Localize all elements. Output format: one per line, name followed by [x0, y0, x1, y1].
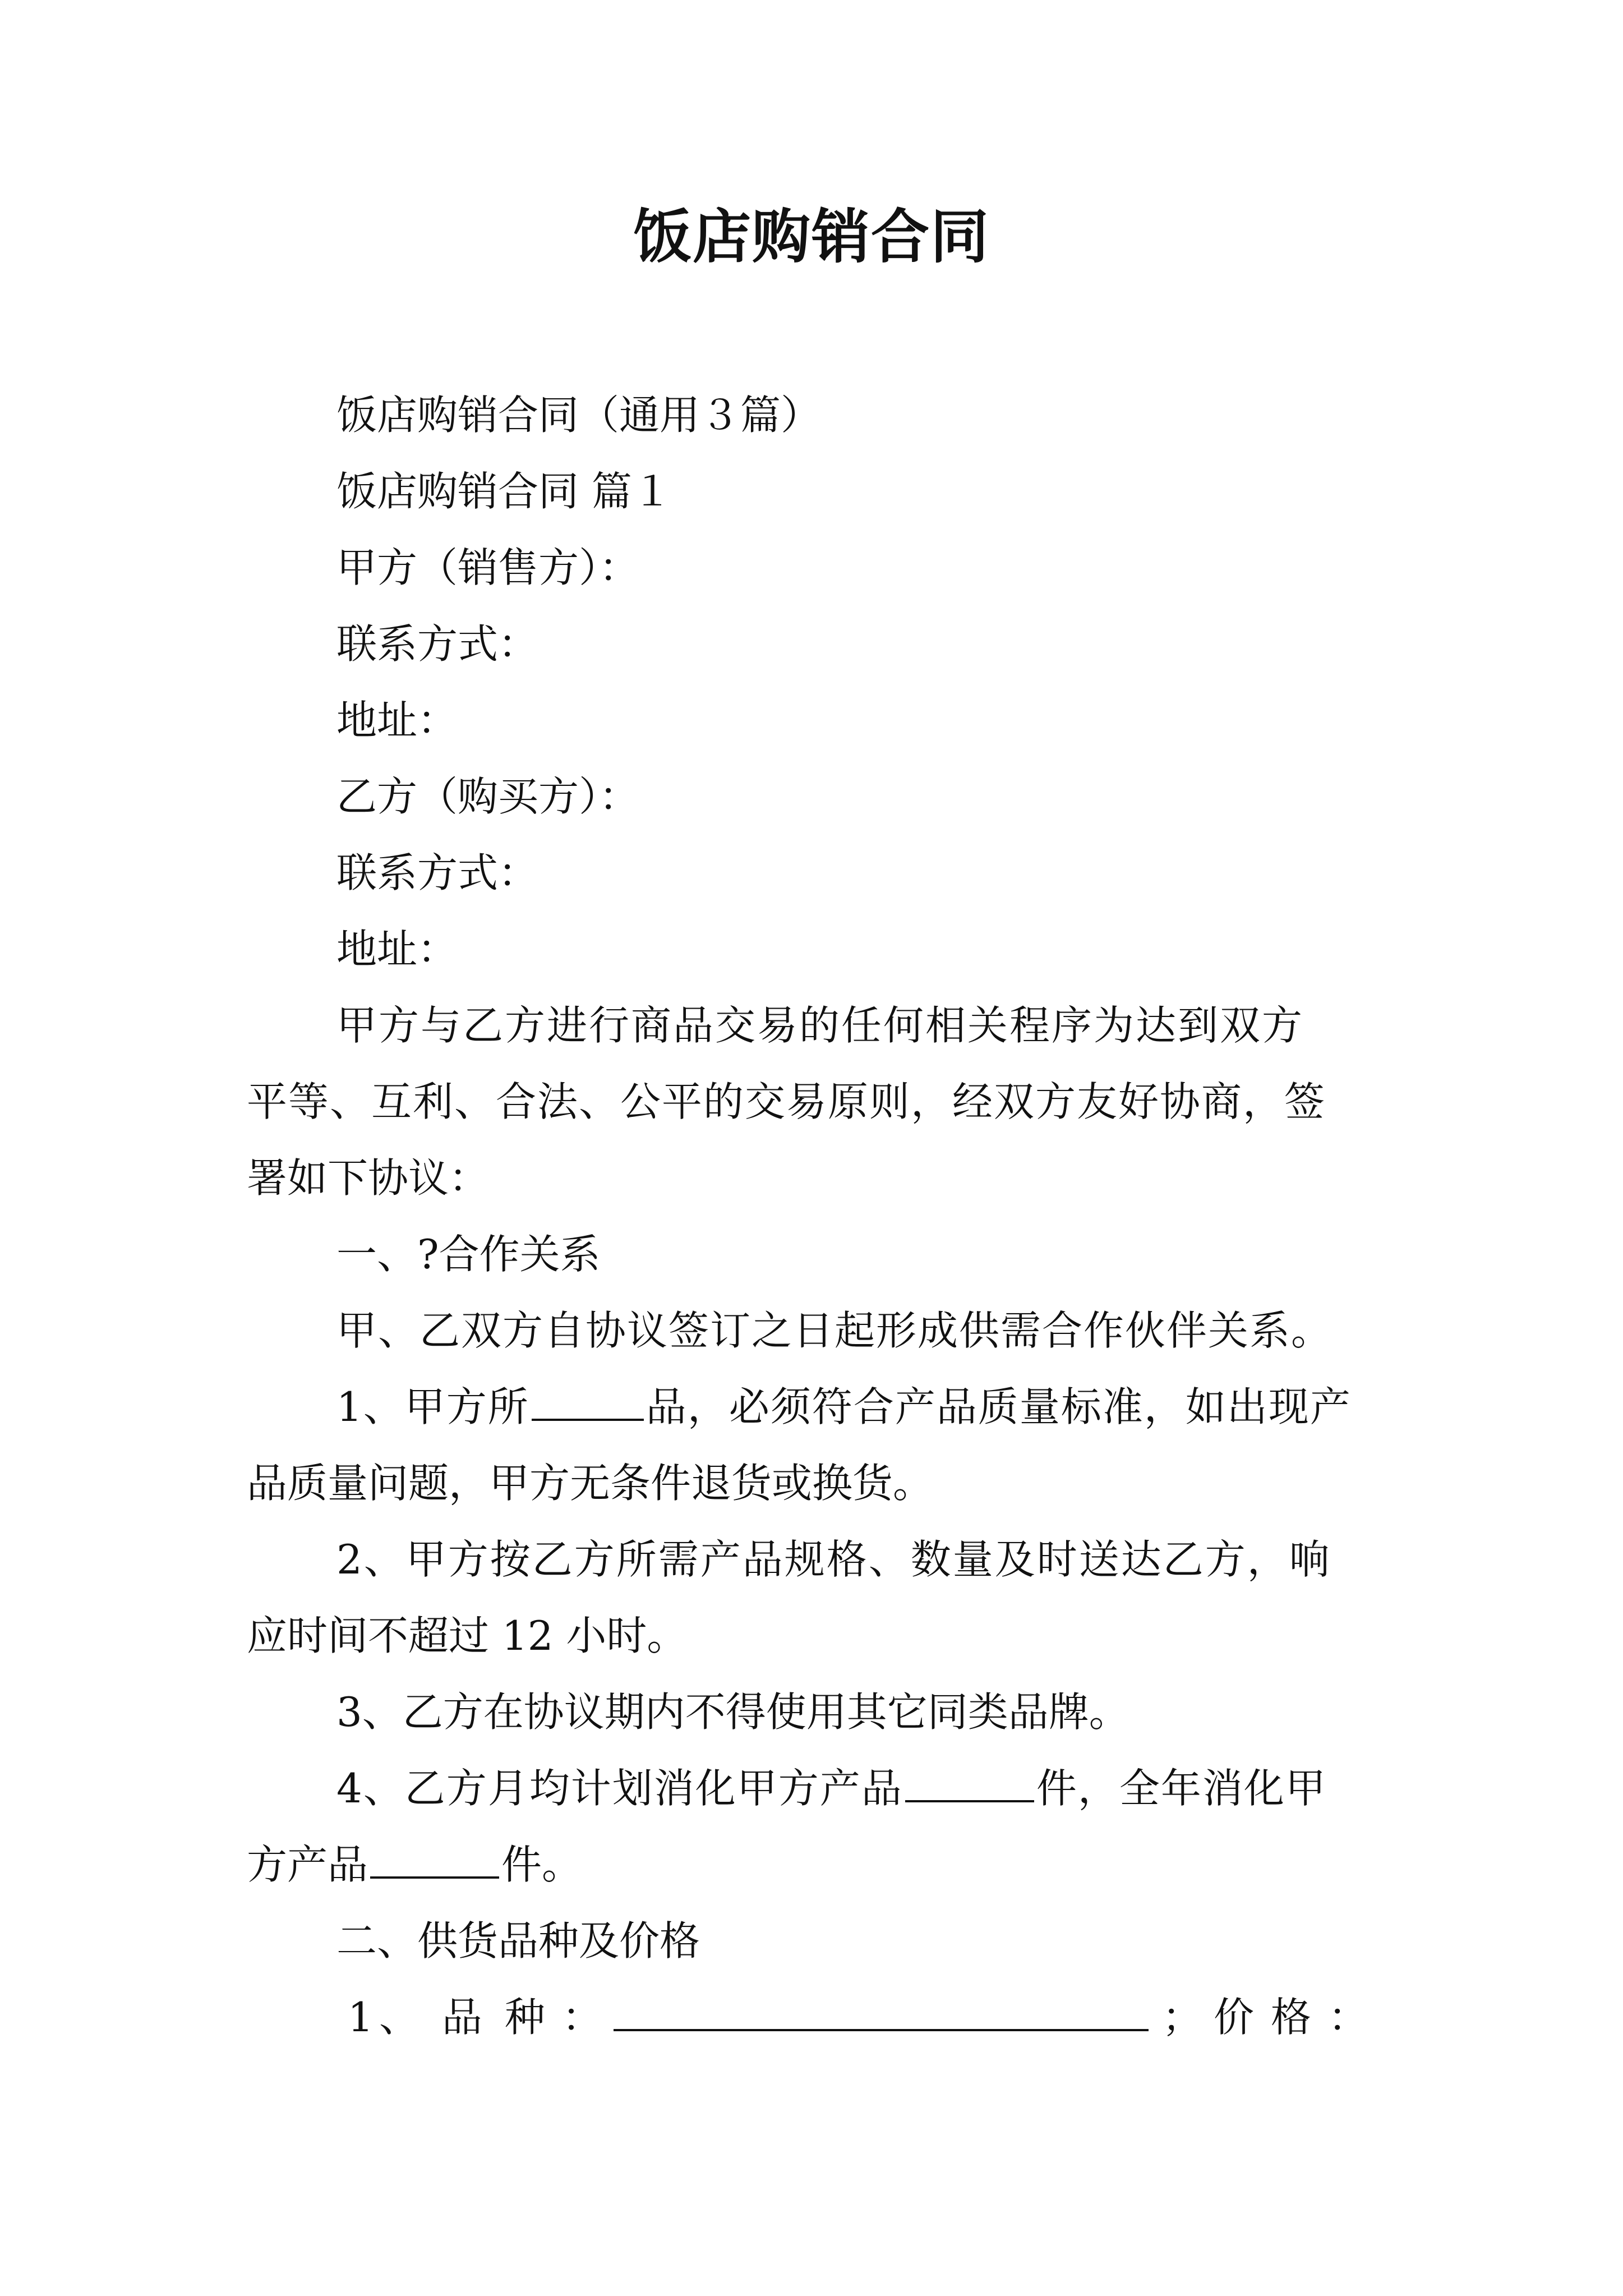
item-number: 1 [348, 1994, 374, 2041]
fill-in-blank[interactable] [370, 1841, 499, 1879]
semicolon: ； [1161, 1994, 1202, 2041]
clause-1-item-2: 2、甲方按乙方所需产品规格、数量及时送达乙方，响 [336, 1536, 1331, 1583]
item-4-part-b: 件，全年消化甲 [1036, 1765, 1327, 1812]
intro-line-1: 甲方与乙方进行商品交易的任何相关程序为达到双方 [336, 1002, 1304, 1049]
intro-line-3: 署如下协议： [247, 1154, 490, 1202]
subtitle: 饭店购销合同（通用３篇） [336, 392, 822, 439]
price-colon: ： [1327, 1994, 1368, 2041]
variety-colon: ： [561, 1994, 602, 2041]
clause-1-item-1 [336, 1379, 1352, 1435]
fill-in-blank[interactable] [905, 1764, 1034, 1802]
clause-1-text: 甲、乙双方自协议签订之日起形成供需合作伙伴关系。 [336, 1307, 1333, 1354]
clause-1-item-2-cont: 应时间不超过 12 小时。 [247, 1612, 688, 1659]
item-4-part-c: 方产品 [247, 1841, 368, 1888]
intro-line-2: 平等、互利、合法、公平的交易原则，经双方友好协商，签 [247, 1078, 1326, 1125]
party-b-address: 地址： [336, 926, 458, 973]
party-a-label: 甲方（销售方）： [336, 544, 640, 591]
price-label-char-1: 价 [1213, 1994, 1254, 2041]
party-a-contact: 联系方式： [336, 620, 539, 668]
clause-1-item-4 [336, 1760, 1327, 1816]
variety-label-char-1: 品 [441, 1994, 482, 2041]
clause-1-heading: 一、?合作关系 [336, 1231, 601, 1278]
variety-label-char-2: 种 [504, 1994, 545, 2041]
party-a-address: 地址： [336, 697, 458, 744]
clause-1-item-4-cont [247, 1837, 582, 1893]
page-title: 饭店购销合同 [633, 203, 990, 271]
item-1-part-b: 品，必须符合产品质量标准，如出现产 [645, 1383, 1352, 1430]
fill-in-blank[interactable] [532, 1383, 644, 1421]
variety-fill-in-blank[interactable] [614, 1993, 1149, 2031]
clause-2-item-1 [348, 1989, 1368, 2045]
clause-1-item-3: 3、乙方在协议期内不得使用其它同类品牌。 [336, 1688, 1129, 1736]
clause-1-item-1-cont: 品质量问题，甲方无条件退货或换货。 [247, 1460, 934, 1507]
item-4-part-a: 4、乙方月均计划消化甲方产品 [336, 1765, 903, 1812]
section-heading: 饭店购销合同 篇１ [336, 468, 672, 515]
item-separator: 、 [379, 1994, 419, 2041]
item-4-part-d: 件。 [501, 1841, 583, 1888]
party-b-label: 乙方（购买方）： [336, 773, 640, 820]
price-label-char-2: 格 [1270, 1994, 1311, 2041]
clause-2-heading: 二、供货品种及价格 [336, 1917, 700, 1964]
party-b-contact: 联系方式： [336, 849, 539, 896]
item-1-part-a: 1、甲方所 [336, 1383, 529, 1430]
